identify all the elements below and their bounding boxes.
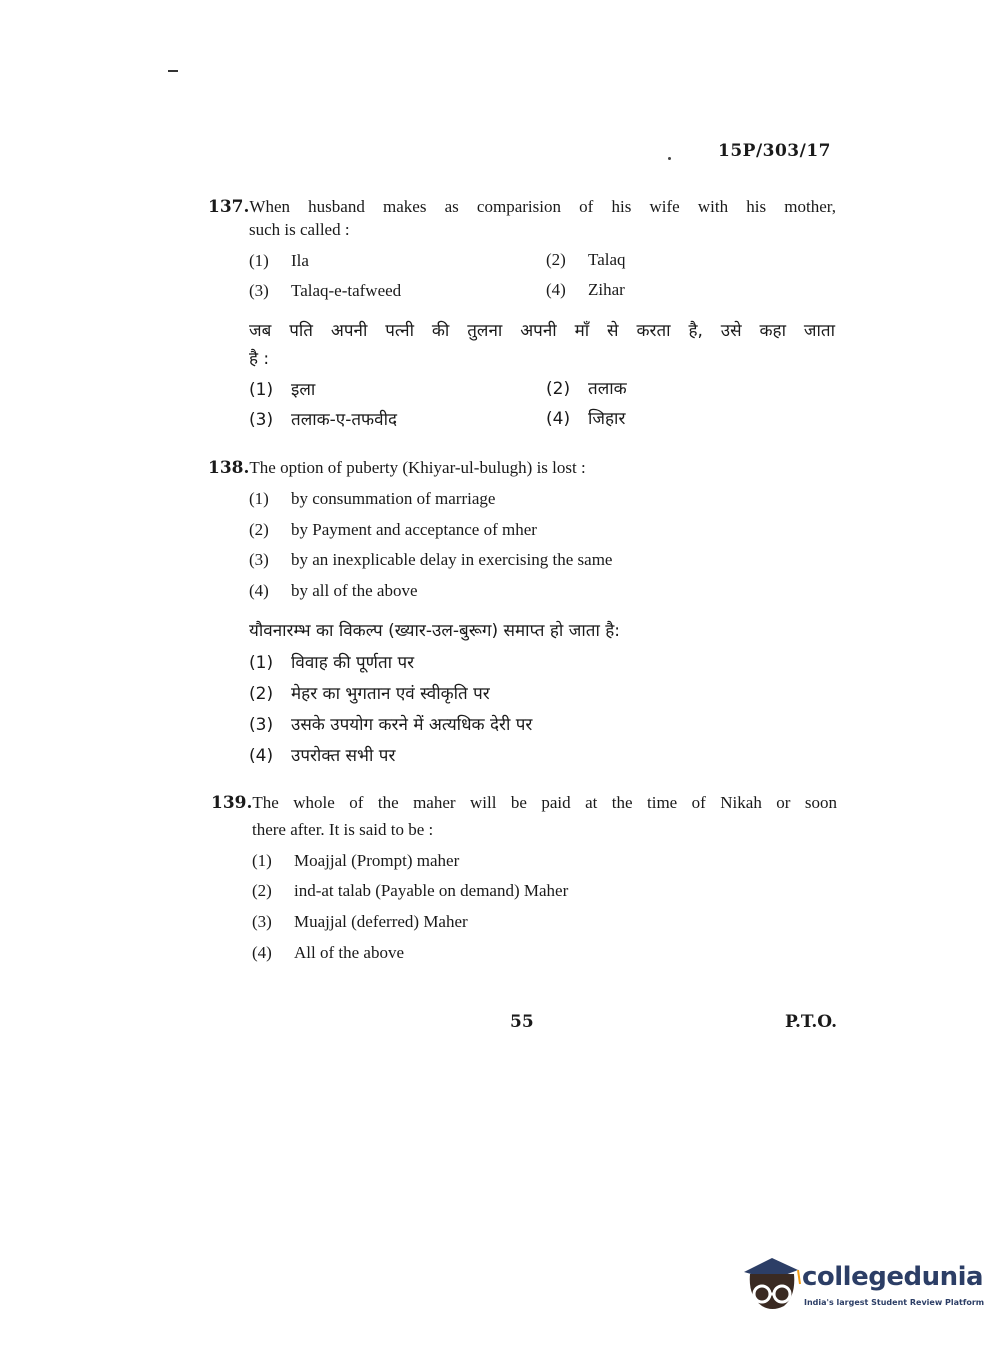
hindi-option-137-1: (1) इला [249, 380, 316, 400]
question-text: The option of puberty (Khiyar-ul-bulugh) is lost : [249, 458, 586, 477]
logo-brand-text: collegedunia [802, 1262, 984, 1292]
hindi-option-138-4: (4) उपरोक्त सभी पर [249, 746, 396, 766]
option-138-2: (2) by Payment and acceptance of mher [249, 520, 537, 539]
option-137-4: (4) Zihar [546, 280, 625, 299]
logo-tagline: India's largest Student Review Platform [804, 1298, 985, 1307]
question-137-line2: such is called : [249, 220, 350, 239]
hindi-option-138-2: (2) मेहर का भुगतान एवं स्वीकृति पर [249, 684, 490, 704]
hindi-option-138-3: (3) उसके उपयोग करने में अत्यधिक देरी पर [249, 715, 533, 735]
option-138-3: (3) by an inexplicable delay in exercising the same [249, 550, 613, 569]
option-139-1: (1) Moajjal (Prompt) maher [252, 851, 460, 870]
hindi-option-138-1: (1) विवाह की पूर्णता पर [249, 653, 415, 673]
option-138-1: (1) by consummation of marriage [249, 489, 496, 508]
hindi-option-137-3: (3) तलाक-ए-तफवीद [249, 410, 398, 430]
question-137-hindi-line1: जब पति अपनी पत्नी की तुलना अपनी माँ से करता है, उसे कहा जाता [249, 321, 835, 341]
question-138-hindi-line1: यौवनारम्भ का विकल्प (ख्यार-उल-बुरूग) समाप्त हो जाता है: [249, 621, 621, 641]
option-139-3: (3) Muajjal (deferred) Maher [252, 912, 468, 931]
scan-dot [668, 157, 671, 160]
question-number: 139. [211, 793, 253, 813]
question-text: The whole of the maher will be paid at the time of Nikah or soon [252, 793, 837, 812]
hindi-option-137-4: (4) जिहार [546, 409, 626, 429]
question-137-line1 [208, 197, 836, 217]
hindi-option-137-2: (2) तलाक [546, 379, 627, 399]
pto-label: P.T.O. [785, 1012, 837, 1032]
question-139-line2: there after. It is said to be : [252, 820, 434, 839]
question-number: 137. [208, 197, 250, 217]
question-number: 138. [208, 458, 250, 478]
question-text: When husband makes as comparision of his wife with his mother, [249, 197, 836, 216]
paper-code: 15P/303/17 [718, 141, 832, 161]
option-139-4: (4) All of the above [252, 943, 404, 962]
question-138-line1 [208, 458, 586, 478]
option-139-2: (2) ind-at talab (Payable on demand) Maher [252, 881, 569, 900]
page-number: 55 [510, 1012, 534, 1032]
option-137-3: (3) Talaq-e-tafweed [249, 281, 402, 300]
question-137-hindi-line2: है : [249, 349, 270, 369]
option-138-4: (4) by all of the above [249, 581, 418, 600]
option-137-1: (1) Ila [249, 251, 309, 270]
option-137-2: (2) Talaq [546, 250, 626, 269]
question-139-line1 [211, 793, 837, 813]
scan-mark [168, 70, 178, 72]
